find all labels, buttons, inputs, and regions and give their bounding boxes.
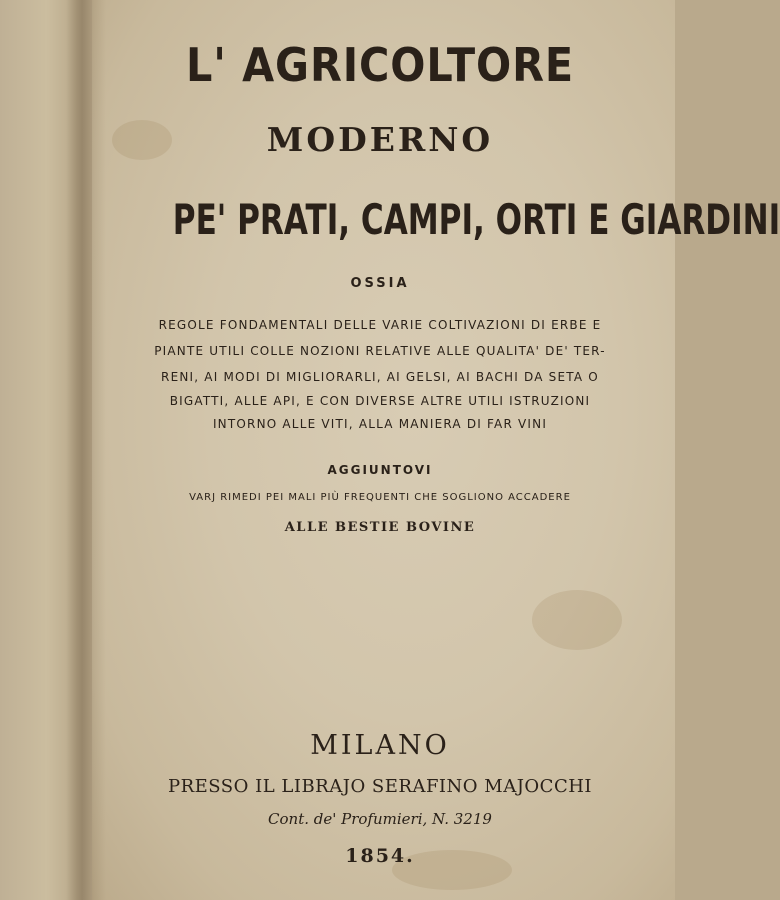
remedies-line: VARJ RIMEDI PEI MALI PIÙ FREQUENTI CHE SOGLIONO ACCADERE	[189, 492, 571, 503]
imprint-address: Cont. de' Profumieri, N. 3219	[268, 810, 492, 828]
imprint-year: 1854.	[345, 845, 415, 867]
aggiuntovi-label: AGGIUNTOVI	[327, 463, 433, 477]
book-title-moderno: MODERNO	[266, 120, 494, 159]
cattle-line: ALLE BESTIE BOVINE	[284, 520, 476, 535]
book-subtitle: PE' PRATI, CAMPI, ORTI E GIARDINI	[172, 195, 780, 244]
paper-stain	[532, 590, 622, 650]
description-line: INTORNO ALLE VITI, ALLA MANIERA DI FAR VINI	[212, 417, 548, 431]
book-title: L' AGRICOLTORE	[185, 38, 575, 92]
description-line: PIANTE UTILI COLLE NOZIONI RELATIVE ALLE QUALITA' DE' TER-	[154, 344, 606, 358]
description-line: REGOLE FONDAMENTALI DELLE VARIE COLTIVAZIONI DI ERBE E	[158, 318, 602, 332]
imprint-publisher: PRESSO IL LIBRAJO SERAFINO MAJOCCHI	[167, 776, 593, 797]
ossia-label: OSSIA	[350, 276, 410, 291]
description-line: BIGATTI, ALLE API, E CON DIVERSE ALTRE UTILI ISTRUZIONI	[169, 394, 591, 408]
description-line: RENI, AI MODI DI MIGLIORARLI, AI GELSI, AI BACHI DA SETA O	[161, 370, 599, 384]
imprint-city: MILANO	[310, 730, 450, 761]
